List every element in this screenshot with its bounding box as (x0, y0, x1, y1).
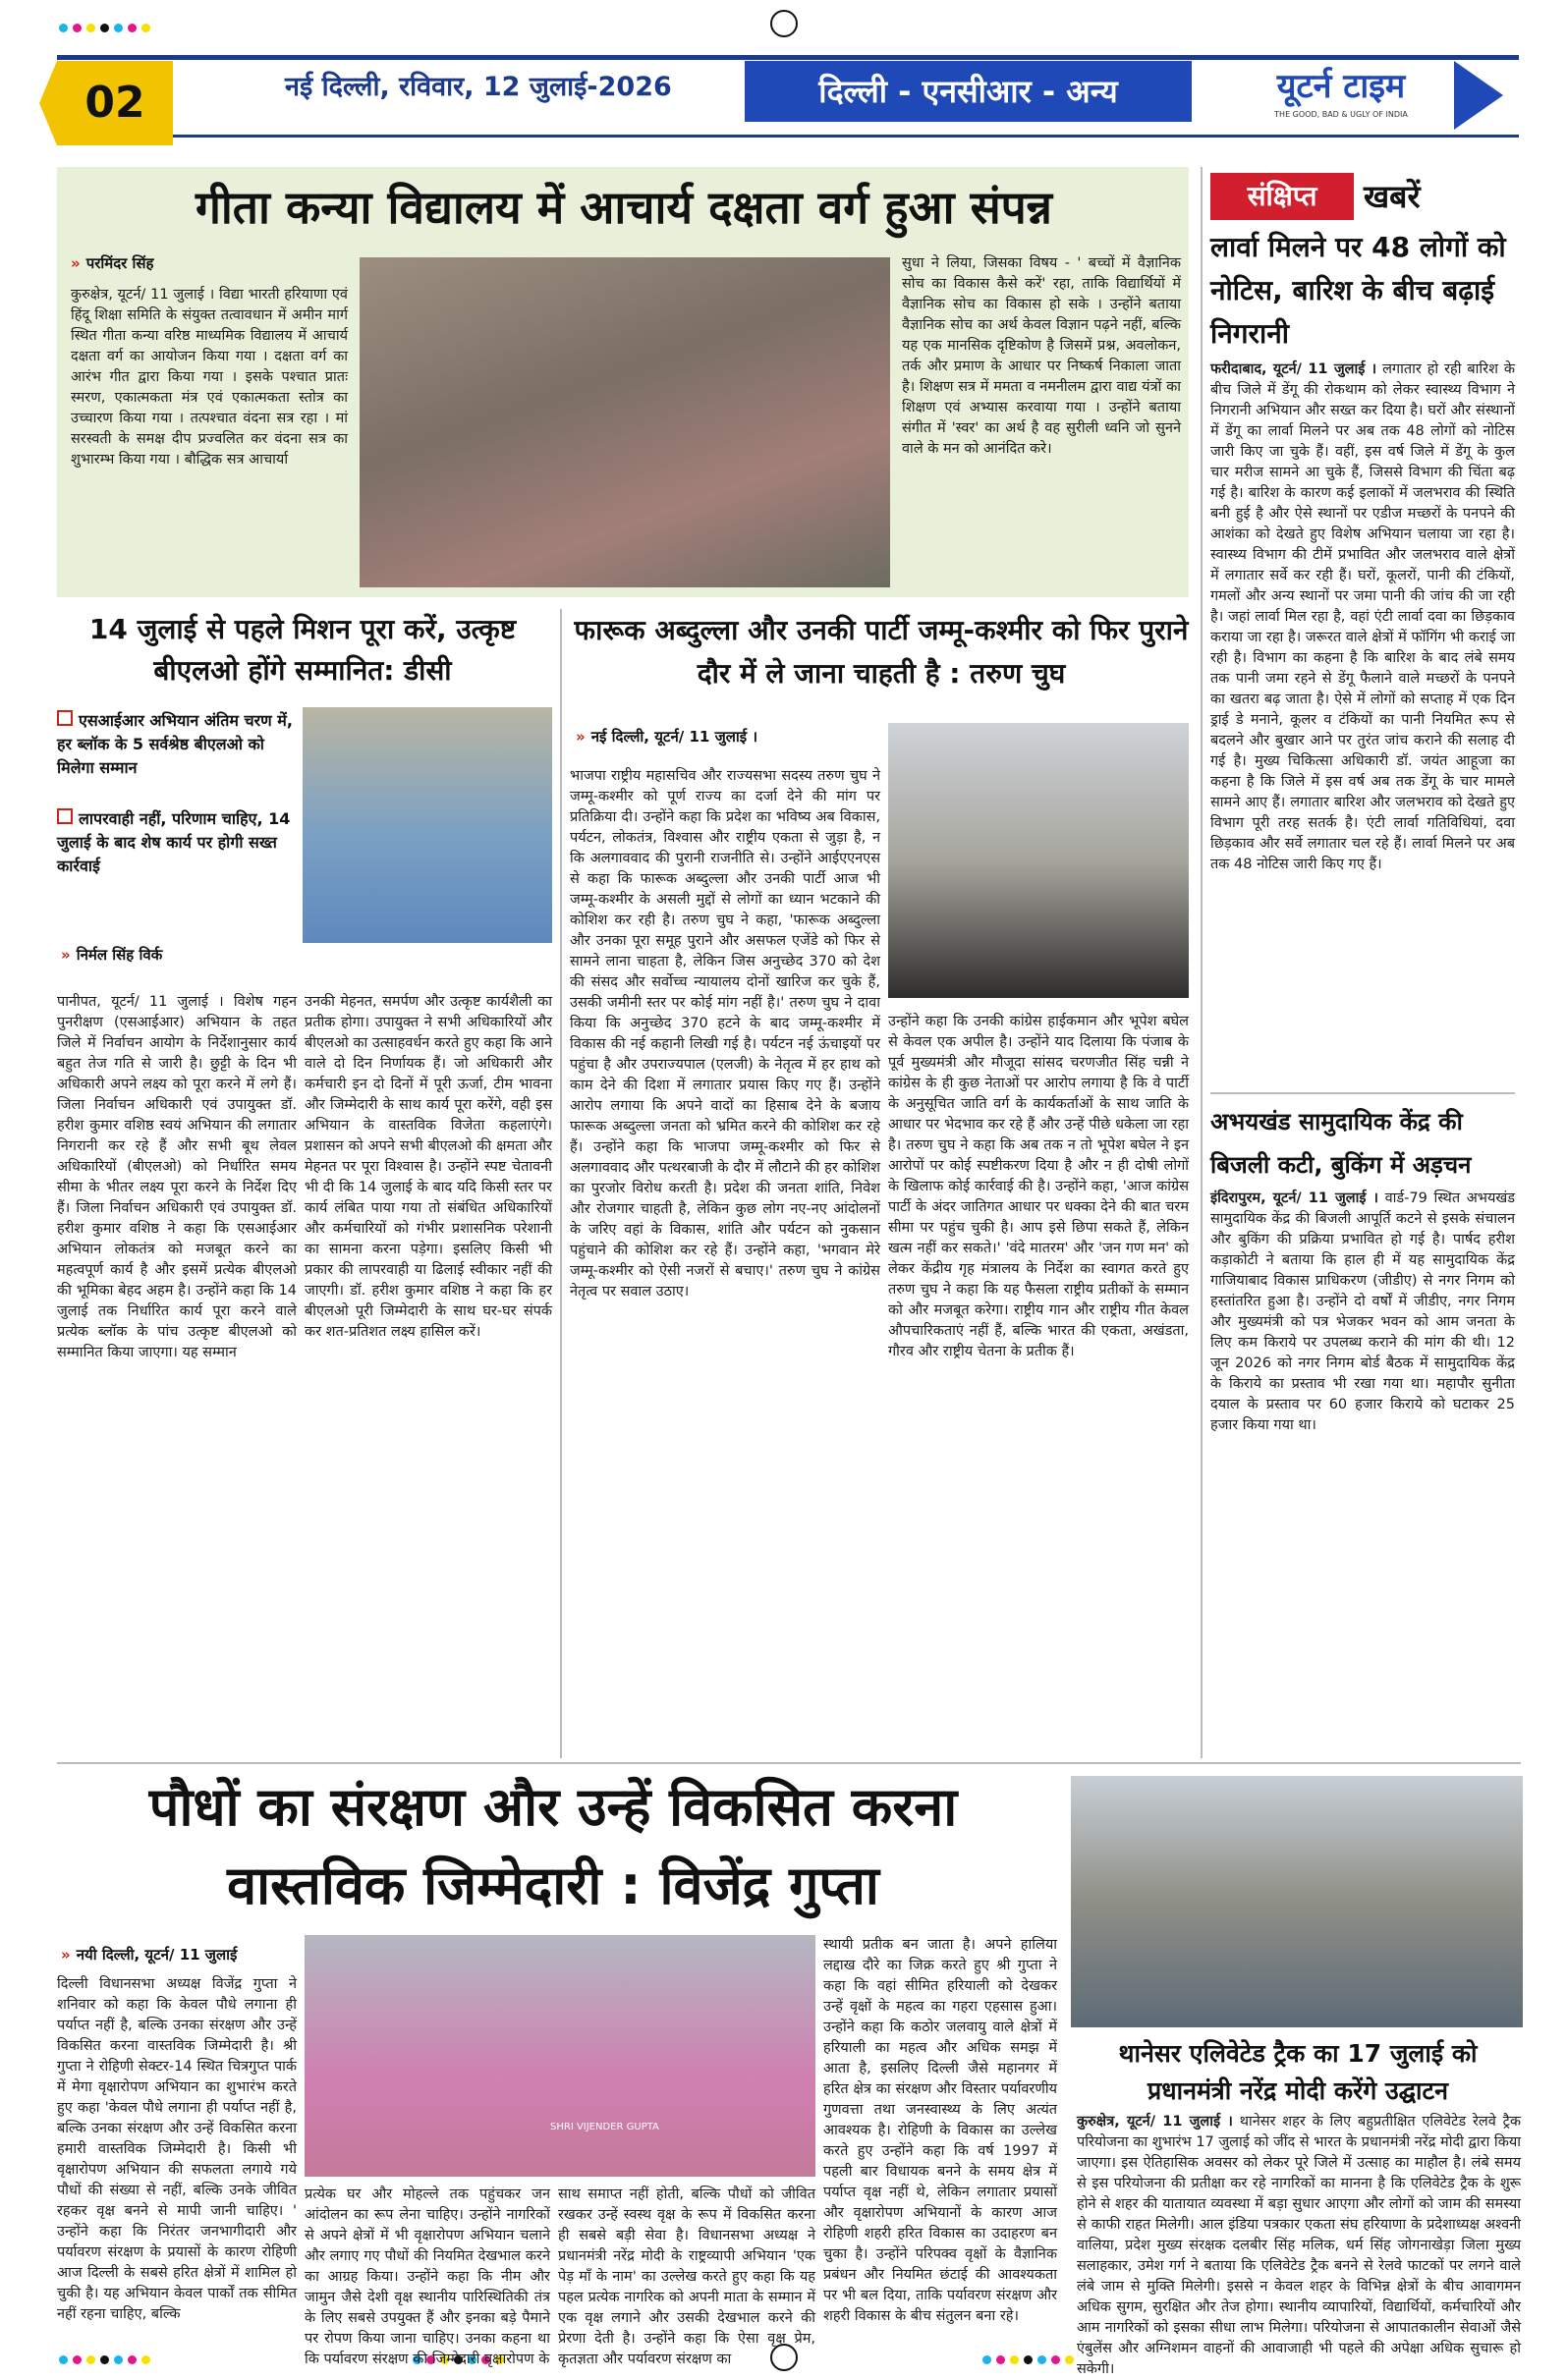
story2-bullet1: एसआईआर अभियान अंतिम चरण में, हर ब्लॉक के 5 सर्वश्रेष्ठ बीएलओ को मिलेगा सम्मान (57, 711, 293, 777)
brief-divider (1210, 1092, 1515, 1094)
newspaper-logo (1228, 63, 1454, 128)
square-bullet-icon (57, 710, 73, 726)
story4-headline-line1: पौधों का संरक्षण और उन्हें विकसित करना (148, 1776, 958, 1838)
brief2-byline: इंदिरापुरम, यूटर्न/ 11 जुलाई । (1210, 1190, 1378, 1206)
brief1-text: लगातार हो रही बारिश के बीच जिले में डेंगू की रोकथाम को लेकर स्वास्थ्य विभाग ने निगरानी अभियान और सख्त कर दिया है। घरों और संस्थानों में डेंगू का लार्वा मिलने पर अब तक 48 लोगों को नोटिस जारी किए जा चुके हैं। वहीं, इस वर्ष जिले में डेंगू के कुल चार मरीज सामने आ चुके हैं, जिससे विभाग की चिंता बढ़ गई है। बारिश के कारण कई इलाकों में जलभराव की स्थिति बनी हुई है और ऐसे स्थानों पर एडीज मच्छरों के पनपने की आशंका को देखते हुए विशेष अभियान चलाया जा रहा है। स्वास्थ्य विभाग की टीमें प्रभावित और जलभराव वाले क्षेत्रों में लगातार सर्वे कर रही हैं। घरों, कूलरों, पानी की टंकियों, गमलों और अन्य स्थानों पर जमा पानी की जांच की जा रही है। जहां लार्वा मिल रहा है, वहां एंटी लार्वा दवा का छिड़काव कराया जा रहा है। जरूरत वाले क्षेत्रों में फॉगिंग भी कराई जा रही है। विभाग का कहना है कि बारिश के बाद लंबे समय तक पानी जमा रहने से डेंगू फैलाने वाले मच्छरों के पनपने का खतरा बढ़ जाता है। ऐसे में लोगों को सप्ताह में एक दिन ड्राई डे मनाने, कूलर व टंकियों का पानी नियमित रूप से बदलने और बुखार आने पर तुरंत जांच कराने की सलाह दी गई है। मुख्य चिकित्सा अधिकारी डॉ. जयंत आहूजा का कहना है कि जिले में इस वर्ष अब तक डेंगू के चार मामले सामने आए हैं। लगातार बारिश और जलभराव को देखते हुए विभाग पूरी तरह सतर्क है। एंटी लार्वा गतिविधियां, दवा छिड़काव और सर्वे लगातार चल रहे हैं। लार्वा मिलने पर अब तक 48 नोटिस जारी किए गए हैं। (1210, 361, 1515, 872)
story3-photo (888, 723, 1189, 998)
logo-arrow-icon (1454, 61, 1503, 130)
brief2-text: वार्ड-79 स्थित अभयखंड सामुदायिक केंद्र की बिजली आपूर्ति कटने से इसके संचालन और बुकिंग की प्रक्रिया प्रभावित हो गई है। पार्षद हरीश कड़ाकोटी ने बताया कि हाल ही में यह सामुदायिक केंद्र गाजियाबाद विकास प्राधिकरण (जीडीए) से नगर निगम को हस्तांतरित हुआ है। उन्होंने दो वर्षों में जीडीए, नगर निगम और मुख्यमंत्री को पत्र भेजकर भवन को आम जनता के लिए कम किराये पर उपलब्ध कराने की मांग की थी। 12 जून 2026 को नगर निगम बोर्ड बैठक में सामुदायिक केंद्र के किराये का प्रस्ताव भी रखा गया था। महापौर सुनीता दयाल के प्रस्ताव पर 60 हजार किराये को घटाकर 25 हजार किया गया था। (1210, 1190, 1515, 1433)
brief2-headline: अभयखंड सामुदायिक केंद्र की बिजली कटी, बुकिंग में अड़चन (1210, 1108, 1472, 1179)
lead-col1: कुरुक्षेत्र, यूटर्न/ 11 जुलाई । विद्या भारती हरियाणा एवं हिंदू शिक्षा समिति के संयुक्त तत्वावधान में अमीन मार्ग स्थित गीता कन्या वरिष्ठ माध्यमिक विद्यालय में आचार्य दक्षता वर्ग का आयोजन किया गया । दक्षता वर्ग का आरंभ गीत द्वारा किया गया । इसके पश्चात प्रातः स्मरण, एकात्मकता मंत्र एवं एकात्मकता स्तोत्र का उच्चारण किया गया । तत्पश्चात वंदना सत्र रहा । मां सरस्वती के समक्ष दीप प्रज्वलित कर वंदना सत्र का शुभारम्भ किया गया । बौद्धिक सत्र आचार्या (71, 287, 348, 468)
news-tag: खबरें (1364, 178, 1421, 215)
brief1-body (1210, 360, 1515, 1086)
color-bar-bottom-left (59, 2350, 155, 2368)
chevron-right-icon: » (61, 1946, 71, 1964)
story5-byline: कुरुक्षेत्र, यूटर्न/ 11 जुलाई । (1077, 2114, 1233, 2130)
chevron-right-icon: » (576, 728, 586, 746)
lead-col2: सुधा ने लिया, जिसका विषय - ' बच्चों में वैज्ञानिक सोच का विकास कैसे करें' रहा, ताकि विद्यार्थियों में वैज्ञानिक सोच का विकास हो सके । उन्होंने बताया वैज्ञानिक सोच का अर्थ केवल विज्ञान पढ़ने नहीं, बल्कि यह एक मानसिक दृष्टिकोण है जिसमें प्रश्न, अवलोकन, तर्क और प्रमाण के आधार पर निष्कर्ष निकाला जाता है। शिक्षण सत्र में ममता व नमनीलम द्वारा वाद्य यंत्रों का शिक्षण एवं अभ्यास करवाया गया । उन्होंने बताया संगीत में 'स्वर' का अर्थ है वह सुरीली ध्वनि जो सुनने वाले के मन को आनंदित करे। (902, 255, 1181, 457)
issue-date: नई दिल्ली, रविवार, 12 जुलाई-2026 (285, 72, 672, 102)
bottom-divider (57, 1762, 1521, 1764)
story4-photo (305, 1935, 815, 2177)
story5-body (1077, 2112, 1522, 2377)
square-bullet-icon (57, 808, 73, 824)
story5-text: थानेसर शहर के लिए बहुप्रतीक्षित एलिवेटेड रेलवे ट्रैक परियोजना का शुभारंभ 17 जुलाई को जींद से भारत के प्रधानमंत्री नरेंद्र मोदी द्वारा किया जाएगा। इस ऐतिहासिक अवसर को लेकर पूरे जिले में उत्साह का माहौल है। लंबे समय से इस परियोजना की प्रतीक्षा कर रहे नागरिकों का मानना है कि एलिवेटेड ट्रैक के शुरू होने से शहर की यातायात व्यवस्था में बड़ा सुधार आएगा और लोगों को जाम की समस्या से काफी राहत मिलेगी। आल इंडिया पत्रकार एकता संघ हरियाणा के प्रदेशाध्यक्ष अश्वनी वालिया, प्रदेश मुख्य संरक्षक दलबीर सिंह मलिक, धर्म सिंह जोगनाखेड़ा जिला मुख्य सलाहकार, उमेश गर्ग ने बताया कि एलिवेटेड ट्रैक बनने से रेलवे फाटकों पर लगने वाले लंबे जाम से मुक्ति मिलेगी। इससे न केवल शहर के विभिन्न क्षेत्रों के बीच आवागमन अधिक सुगम, सुरक्षित और तेज होगा। स्थानीय व्यापारियों, विद्यार्थियों, कर्मचारियों और आम नागरिकों को इसका सीधा लाभ मिलेगा। परियोजना से आपातकालीन सेवाओं जैसे एंबुलेंस और अग्निशमन वाहनों की आवाजाही भी पहले की अपेक्षा अधिक सुचारू हो सकेगी। (1077, 2114, 1522, 2377)
lead-photo (360, 257, 890, 587)
brief-tag: संक्षिप्त (1210, 173, 1354, 220)
story4-col2: प्रत्येक घर और मोहल्ले तक पहुंचकर जन आंदोलन का रूप लेना चाहिए। उन्होंने नागरिकों से अपने क्षेत्रों में भी वृक्षारोपण अभियान चलाने और लगाए गए पौधों की नियमित देखभाल करने का आग्रह किया। उन्होंने कहा कि नीम और जामुन जैसे देशी वृक्ष स्थानीय पारिस्थितिकी तंत्र के लिए सबसे उपयुक्त हैं और इनका बड़े पैमाने पर रोपण किया जाना चाहिए। उनका कहना था कि पर्यावरण संरक्षण की जिम्मेदारी वृक्षारोपण के (305, 2186, 550, 2367)
story4-byline: » नयी दिल्ली, यूटर्न/ 11 जुलाई (61, 1946, 238, 1964)
story4-photo-caption: SHRI VIJENDER GUPTA (550, 2122, 659, 2132)
color-bar-top-left (59, 18, 155, 36)
story4-col3: साथ समाप्त नहीं होती, बल्कि पौधों को जीवित रखकर उन्हें स्वस्थ वृक्ष के रूप में विकसित करना ही सबसे बड़ी सेवा है। विधानसभा अध्यक्ष ने प्रधानमंत्री नरेंद्र मोदी के राष्ट्रव्यापी अभियान 'एक पेड़ माँ के नाम' का उल्लेख करते हुए कहा कि यह पहल प्रत्येक नागरिक को अपनी माता के सम्मान में एक वृक्ष लगाने और उसकी देखभाल करने की प्रेरणा देती है। उन्होंने कहा कि ऐसा वृक्ष प्रेम, कृतज्ञता और पर्यावरण संरक्षण का (558, 2186, 815, 2367)
story3-headline: फारूक अब्दुल्ला और उनकी पार्टी जम्मू-कश्मीर को फिर पुराने दौर में ले जाना चाहती है : तरुण चुघ (574, 614, 1189, 690)
story4-headline-line2: वास्तविक जिम्मेदारी : विजेंद्र गुप्ता (227, 1854, 879, 1916)
brief1-headline: लार्वा मिलने पर 48 लोगों को नोटिस, बारिश के बीच बढ़ाई निगरानी (1210, 231, 1506, 350)
story4-col4: स्थायी प्रतीक बन जाता है। अपने हालिया लद्दाख दौरे का जिक्र करते हुए श्री गुप्ता ने कहा कि वहां सीमित हरियाली को देखकर उन्हें वृक्षों के महत्व का गहरा एहसास हुआ। उन्होंने कहा कि कठोर जलवायु वाले क्षेत्रों में हरियाली का महत्व और अधिक समझ में आता है, इसलिए दिल्ली जैसे महानगर में हरित क्षेत्र का संरक्षण और विस्तार पर्यावरणीय गुणवत्ता तथा जनस्वास्थ्य के लिए अत्यंत आवश्यक है। रोहिणी के विकास का उल्लेख करते हुए उन्होंने कहा कि वर्ष 1997 में पहली बार विधायक बनने के समय क्षेत्र में पर्याप्त वृक्ष नहीं थे, लेकिन लगातार प्रयासों और वृक्षारोपण अभियानों के कारण आज रोहिणी शहरी हरित विकास का उदाहरण बन चुका है। उन्होंने परिपक्व वृक्षों के वैज्ञानिक प्रबंधन और नियमित छंटाई की आवश्यकता पर भी बल दिया, ताकि पर्यावरण संरक्षण और शहरी विकास के बीच संतुलन बना रहे। (823, 1937, 1057, 2324)
story2-col2: उनकी मेहनत, समर्पण और उत्कृष्ट कार्यशैली का प्रतीक होगा। उपायुक्त ने सभी अधिकारियों और बीएलओ का उत्साहवर्धन करते हुए कहा कि आने वाले दो दिन निर्णायक हैं। जो अधिकारी और कर्मचारी इन दो दिनों में पूरी ऊर्जा, टीम भावना और जिम्मेदारी के साथ कार्य पूरा करेंगे, वही इस अभियान के वास्तविक विजेता कहलाएंगे। प्रशासन को अपने सभी बीएलओ की क्षमता और मेहनत पर पूरा विश्वास है। उन्होंने स्पष्ट चेतावनी भी दी कि 14 जुलाई के बाद यदि किसी स्तर पर कार्य लंबित पाया गया तो संबंधित अधिकारियों और कर्मचारियों को गंभीर प्रशासनिक परेशानी का सामना करना पड़ेगा। इसलिए किसी भी प्रकार की लापरवाही या ढिलाई स्वीकार नहीं की जाएगी। डॉ. हरीश कुमार वशिष्ठ ने कहा कि हर बीएलओ पूरी जिम्मेदारी के साथ घर-घर संपर्क कर शत-प्रतिशत लक्ष्य हासिल करें। (305, 994, 552, 1340)
chevron-right-icon: » (61, 946, 71, 964)
story2-bullet2: लापरवाही नहीं, परिणाम चाहिए, 14 जुलाई के बाद शेष कार्य पर होगी सख्त कार्रवाई (57, 809, 291, 875)
story5-headline: थानेसर एलिवेटेड ट्रैक का 17 जुलाई को प्रधानमंत्री नरेंद्र मोदी करेंगे उद्घाटन (1118, 2039, 1478, 2105)
story2-headline: 14 जुलाई से पहले मिशन पूरा करें, उत्कृष्ट बीएलओ होंगे सम्मानित: डीसी (88, 613, 517, 687)
lead-byline: » परमिंदर सिंह (71, 254, 154, 272)
section-title: दिल्ली - एनसीआर - अन्य (745, 61, 1192, 122)
logo-text: यूटर्न टाइम (1276, 67, 1406, 106)
lead-headline: गीता कन्या विद्यालय में आचार्य दक्षता वर्ग हुआ संपन्न (195, 181, 1053, 234)
sidebar-divider (1201, 167, 1203, 1758)
story4-col1: दिल्ली विधानसभा अध्यक्ष विजेंद्र गुप्ता ने शनिवार को कहा कि केवल पौधे लगाना ही पर्याप्त नहीं है, बल्कि उनका संरक्षण और उन्हें विकसित करना वास्तविक जिम्मेदारी है। श्री गुप्ता ने रोहिणी सेक्टर-14 स्थित चित्रगुप्त पार्क में मेगा वृक्षारोपण अभियान का शुभारंभ करते हुए कहा 'केवल पौधे लगाना ही पर्याप्त नहीं है, बल्कि उनका संरक्षण और उन्हें विकसित करना हमारी वास्तविक जिम्मेदारी है। किसी भी वृक्षारोपण अभियान की सफलता लगाये गये पौधों की संख्या से नहीं, बल्कि उनके जीवित रहकर वृक्ष बनने से मापी जानी चाहिए। ' उन्होंने कहा कि निरंतर जनभागीदारी और पर्यावरण संरक्षण के प्रयासों के कारण रोहिणी आज दिल्ली के सबसे हरित क्षेत्रों में शामिल हो चुकी है। यह अभियान केवल पार्कों तक सीमित नहीं रहना चाहिए, बल्कि (57, 1976, 297, 2322)
brief2-body (1210, 1189, 1515, 1754)
story2-byline: » निर्मल सिंह विर्क (61, 946, 163, 964)
color-bar-bottom-right (982, 2350, 1079, 2368)
story5-photo (1071, 1776, 1523, 2027)
chevron-right-icon: » (71, 254, 81, 272)
story2-col1: पानीपत, यूटर्न/ 11 जुलाई । विशेष गहन पुनरीक्षण (एसआईआर) अभियान के तहत जिले में निर्वाचन आयोग के निर्देशानुसार कार्य बहुत तेज गति से जारी है। छुट्टी के दिन भी अधिकारी अपने लक्ष्य को पूरा करने में लगे हैं। जिला निर्वाचन अधिकारी एवं उपायुक्त डॉ. हरीश कुमार वशिष्ठ स्वयं अभियान की लगातार निगरानी कर रहे हैं और सभी बूथ लेवल अधिकारियों (बीएलओ) को निर्धारित समय सीमा के भीतर लक्ष्य पूरा करने के निर्देश दिए हैं। जिला निर्वाचन अधिकारी एवं उपायुक्त डॉ. हरीश कुमार वशिष्ठ ने कहा कि एसआईआर अभियान लोकतंत्र को मजबूत करने का महत्वपूर्ण कार्य है और इसमें प्रत्येक बीएलओ की भूमिका बेहद अहम है। उन्होंने कहा कि 14 जुलाई तक निर्धारित कार्य पूरा करने वाले प्रत्येक ब्लॉक के पांच उत्कृष्ट बीएलओ को सम्मानित किया जाएगा। यह सम्मान (57, 994, 297, 1360)
brief1-byline: फरीदाबाद, यूटर्न/ 11 जुलाई । (1210, 361, 1377, 377)
story-divider (560, 609, 562, 1758)
page-number: 02 (57, 61, 173, 145)
story3-byline: » नई दिल्ली, यूटर्न/ 11 जुलाई । (576, 728, 758, 746)
logo-tagline: THE GOOD, BAD & UGLY OF INDIA (1274, 110, 1408, 119)
story3-col1: भाजपा राष्ट्रीय महासचिव और राज्यसभा सदस्य तरुण चुघ ने जम्मू-कश्मीर को पूर्ण राज्य का दर्जा देने की मांग पर प्रतिक्रिया दी। उन्होंने कहा कि प्रदेश का भविष्य अब विकास, पर्यटन, लोकतंत्र, विश्वास और राष्ट्रीय एकता से जुड़ा है, न कि अलगाववाद की पुरानी राजनीति से। उन्होंने आईएएनएस से कहा कि फारूक अब्दुल्ला और उनकी पार्टी आज भी जम्मू-कश्मीर के असली मुद्दों से लोगों का ध्यान भटकाने की कोशिश कर रही है। तरुण चुघ ने कहा, 'फारूक अब्दुल्ला और उनका पूरा समूह पुराने और असफल एजेंडे को फिर से सामने लाना चाहता है, लेकिन जिस अनुच्छेद 370 को देश की संसद और सर्वोच्च न्यायालय दोनों खारिज कर चुके हैं, उसकी जमीनी स्तर पर कोई मांग नहीं है।' तरुण चुघ ने दावा किया कि अनुच्छेद 370 हटने के बाद जम्मू-कश्मीर में विकास की नई कहानी लिखी गई है। पर्यटन नई ऊंचाइयों पर पहुंचा है और उपराज्यपाल (एलजी) के नेतृत्व में हर हाथ को काम देने की दिशा में लगातार प्रयास किए गए हैं। उन्होंने आरोप लगाया कि अपने वादों का हिसाब देने के बजाय फारूक अब्दुल्ला जनता को भ्रमित करने की कोशिश कर रहे हैं। उन्होंने कहा कि भाजपा जम्मू-कश्मीर को फिर से अलगाववाद और पत्थरबाजी के दौर में लौटाने की हर कोशिश का पुरजोर विरोध करती है। प्रदेश की जनता शांति, निवेश और रोजगार चाहती है, लेकिन कुछ लोग नए-नए आंदोलनों के जरिए वहां के विकास, शांति और पर्यटन को नुकसान पहुंचाने की कोशिश कर रहे हैं। उन्होंने कहा, 'भगवान मेरे जम्मू-कश्मीर को ऐसी नजरों से बचाए।' तरुण चुघ ने कांग्रेस नेतृत्व पर सवाल उठाए। (570, 768, 880, 1300)
story3-col2: उन्होंने कहा कि उनकी कांग्रेस हाईकमान और भूपेश बघेल से केवल एक अपील है। उन्होंने याद दिलाया कि पंजाब के पूर्व मुख्यमंत्री और मौजूदा सांसद चरणजीत सिंह चन्नी ने कांग्रेस के ही कुछ नेताओं पर आरोप लगाया है कि वे पार्टी के अनुसूचित जाति वर्ग के कार्यकर्ताओं के साथ जाति के आधार पर भेदभाव कर रहे हैं और उन्हें पीछे धकेला जा रहा है। तरुण चुघ ने कहा कि अब तक न तो भूपेश बघेल ने इन आरोपों पर कोई स्पष्टीकरण दिया है और न ही दोषी लोगों के खिलाफ कोई कार्रवाई की है। उन्होंने कहा, 'आज कांग्रेस पार्टी के अंदर जातिगत आधार पर धक्का देने की बात चरम सीमा पर पहुंच चुकी है। आप इसे छिपा सकते हैं, लेकिन खत्म नहीं कर सकते।' 'वंदे मातरम' और 'जन गण मन' को लेकर केंद्रीय गृह मंत्रालय के निर्देश का स्वागत करते हुए तरुण चुघ ने कहा कि यह फैसला राष्ट्रीय प्रतीकों के सम्मान को और मजबूत करेगा। राष्ट्रीय गान और राष्ट्रीय गीत केवल औपचारिकताएं नहीं हैं, बल्कि भारत की एकता, अखंडता, गौरव और राष्ट्रीय चेतना के प्रतीक हैं। (888, 1014, 1189, 1359)
story2-photo (303, 707, 552, 943)
registration-mark-top (770, 10, 798, 37)
